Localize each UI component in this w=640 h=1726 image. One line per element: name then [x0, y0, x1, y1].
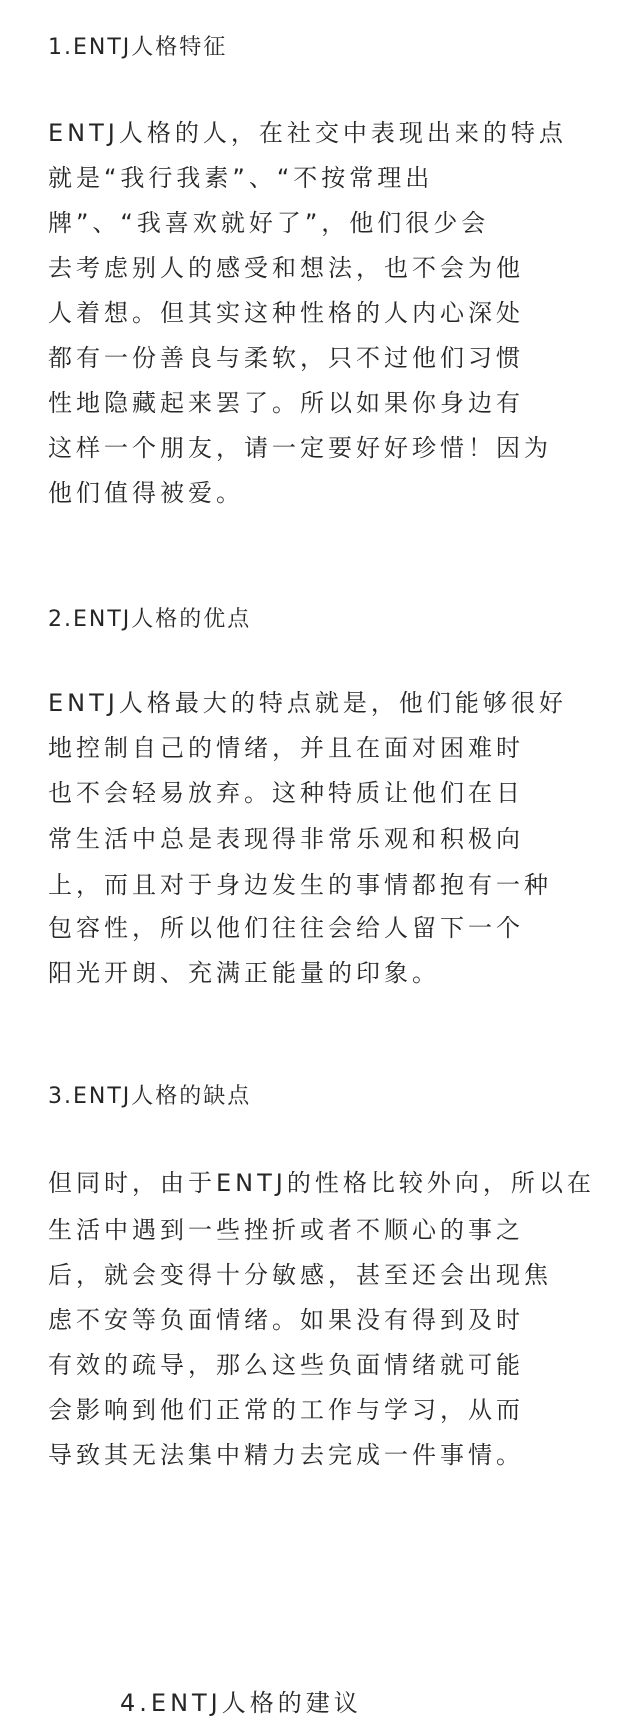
cut-off-next-heading: [120, 1680, 362, 1717]
section-1-line-6: 都有一份善良与柔软，只不过他们习惯: [48, 344, 524, 372]
section-1-line-1: ENTJ人格的人，在社交中表现出来的特点: [48, 119, 567, 147]
section-1-line-5: 人着想。但其实这种性格的人内心深处: [48, 299, 524, 327]
section-2-heading: 2.ENTJ人格的优点: [48, 607, 252, 632]
section-2-line-3: 也不会轻易放弃。这种特质让他们在日: [48, 779, 524, 807]
section-3-line-3: 后，就会变得十分敏感，甚至还会出现焦: [48, 1261, 552, 1289]
section-1-line-7: 性地隐藏起来罢了。所以如果你身边有: [48, 389, 524, 417]
section-2-line-2: 地控制自己的情绪，并且在面对困难时: [48, 734, 524, 762]
section-2-line-4: 常生活中总是表现得非常乐观和积极向: [48, 825, 524, 853]
section-2-line-6: 包容性，所以他们往往会给人留下一个: [48, 914, 524, 942]
section-3-line-7: 导致其无法集中精力去完成一件事情。: [48, 1441, 524, 1469]
section-3-line-6: 会影响到他们正常的工作与学习，从而: [48, 1396, 524, 1424]
section-3-line-1: 但同时，由于ENTJ的性格比较外向，所以在: [48, 1169, 595, 1197]
section-2-line-7: 阳光开朗、充满正能量的印象。: [48, 959, 440, 987]
section-2-line-5: 上，而且对于身边发生的事情都抱有一种: [48, 871, 552, 899]
section-1-line-9: 他们值得被爱。: [48, 479, 244, 507]
section-1-heading: 1.ENTJ人格特征: [48, 35, 228, 60]
section-1-line-8: 这样一个朋友，请一定要好好珍惜！因为: [48, 434, 552, 462]
section-3-line-4: 虑不安等负面情绪。如果没有得到及时: [48, 1306, 524, 1334]
section-3-heading: 3.ENTJ人格的缺点: [48, 1084, 252, 1109]
cut-off-next-heading-text: 4.ENTJ人格的建议: [120, 1689, 362, 1717]
section-3-line-2: 生活中遇到一些挫折或者不顺心的事之: [48, 1216, 524, 1244]
section-1-line-2: 就是“我行我素”、“不按常理出: [48, 164, 434, 192]
section-1-line-4: 去考虑别人的感受和想法，也不会为他: [48, 254, 524, 282]
section-1-line-3: 牌”、“我喜欢就好了”，他们很少会: [48, 209, 490, 237]
section-3-line-5: 有效的疏导，那么这些负面情绪就可能: [48, 1351, 524, 1379]
section-2-line-1: ENTJ人格最大的特点就是，他们能够很好: [48, 689, 567, 717]
